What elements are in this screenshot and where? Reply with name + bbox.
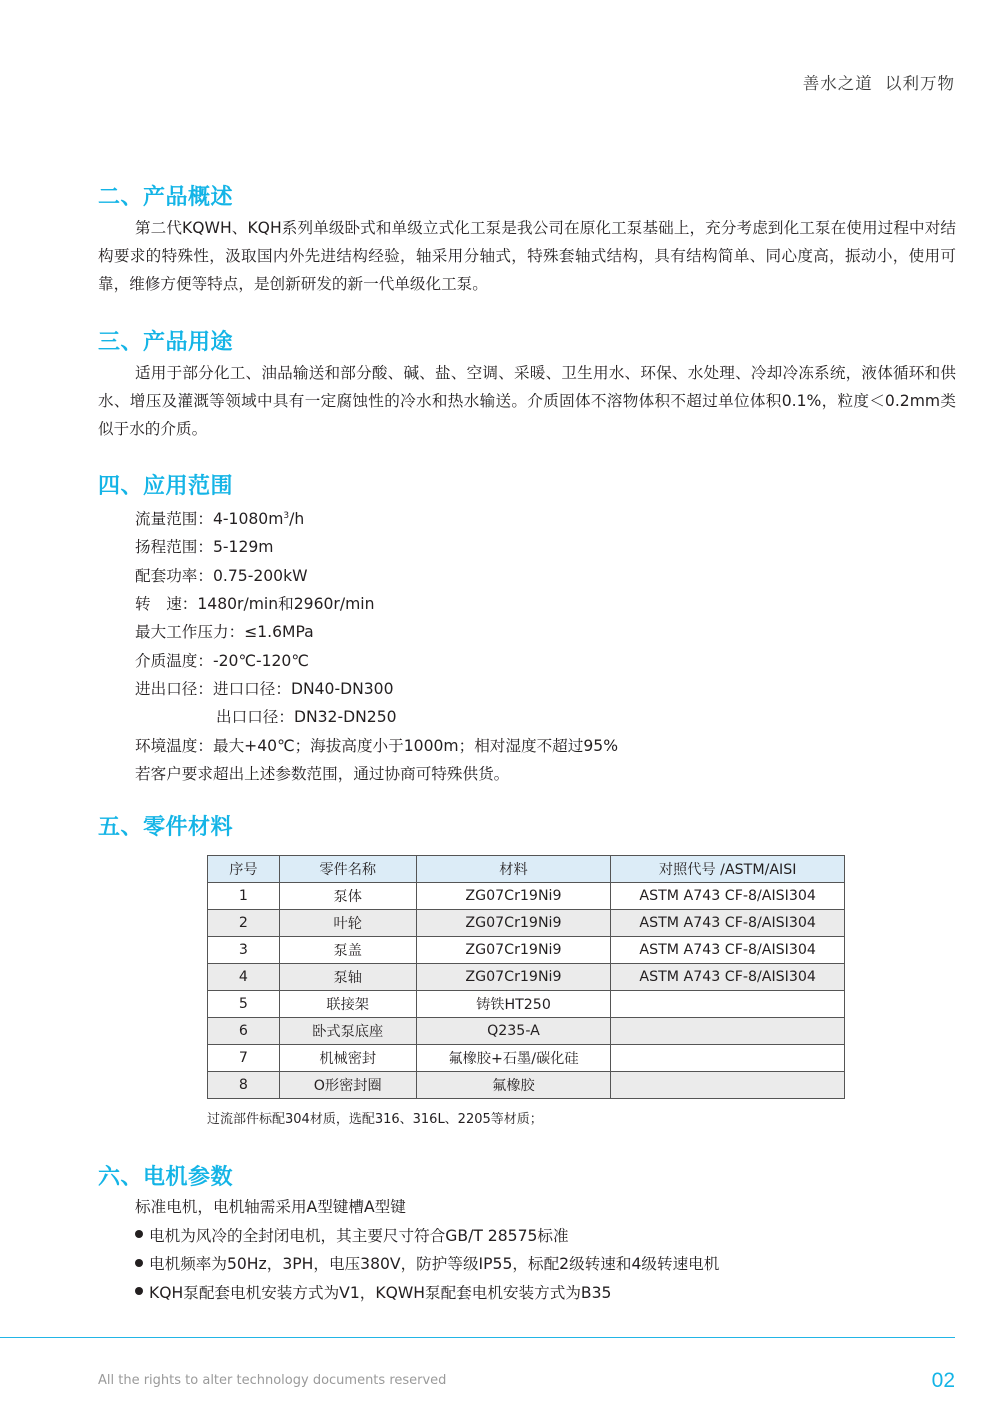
cell-part: 泵盖 — [279, 937, 416, 964]
spec-list — [135, 502, 618, 788]
cell-part: 机械密封 — [279, 1045, 416, 1072]
cell-standard: ASTM A743 CF-8/AISI304 — [611, 964, 845, 991]
header-slogan: 善水之道 以利万物 — [802, 74, 955, 93]
motor-bullet-item — [135, 1250, 719, 1279]
cell-index: 5 — [208, 991, 280, 1018]
cell-index: 2 — [208, 910, 280, 937]
table-row — [208, 964, 845, 991]
motor-bullet-item — [135, 1222, 719, 1251]
table-row — [208, 1072, 845, 1099]
cell-standard — [611, 991, 845, 1018]
cell-standard — [611, 1072, 845, 1099]
spec-custom-note: 若客户要求超出上述参数范围，通过协商可特殊供货。 — [135, 764, 510, 783]
column-header-index: 序号 — [208, 856, 280, 883]
cell-index: 4 — [208, 964, 280, 991]
cell-index: 6 — [208, 1018, 280, 1045]
cell-part: 泵体 — [279, 883, 416, 910]
section-title-usage: 三、产品用途 — [98, 330, 234, 355]
section-title-overview: 二、产品概述 — [98, 185, 234, 210]
cell-part: 联接架 — [279, 991, 416, 1018]
cell-material: 铸铁HT250 — [416, 991, 611, 1018]
cell-index: 8 — [208, 1072, 280, 1099]
spec-flow-unit: /h — [289, 510, 305, 529]
parts-materials-table — [207, 855, 845, 1099]
cell-part: 泵轴 — [279, 964, 416, 991]
cell-standard: ASTM A743 CF-8/AISI304 — [611, 937, 845, 964]
cell-standard — [611, 1018, 845, 1045]
section-title-materials: 五、零件材料 — [98, 815, 234, 840]
cell-material: 氟橡胶 — [416, 1072, 611, 1099]
motor-bullet-item — [135, 1279, 719, 1308]
table-row — [208, 910, 845, 937]
cell-part: 叶轮 — [279, 910, 416, 937]
footer-divider — [0, 1337, 955, 1338]
cell-index: 7 — [208, 1045, 280, 1072]
spec-flow — [135, 502, 618, 533]
cell-material: Q235-A — [416, 1018, 611, 1045]
spec-pressure: 最大工作压力：≤1.6MPa — [135, 623, 314, 642]
cell-part: 卧式泵底座 — [279, 1018, 416, 1045]
table-row — [208, 883, 845, 910]
column-header-standard: 对照代号 /ASTM/AISI — [611, 856, 845, 883]
motor-bullet-text: KQH泵配套电机安装方式为V1，KQWH泵配套电机安装方式为B35 — [149, 1283, 612, 1302]
motor-intro: 标准电机，电机轴需采用A型键槽A型键 — [135, 1198, 406, 1216]
spec-head: 扬程范围：5-129m — [135, 538, 274, 557]
overview-paragraph: 第二代KQWH、KQH系列单级卧式和单级立式化工泵是我公司在原化工泵基础上，充分考虑到化工泵在使用过程中对结构要求的特殊性，汲取国内外先进结构经验，轴采用分轴式，特殊套轴式结构，具有结构简单、同心度高，振动小，使用可靠，维修方便等特点，是创新研发的新一代单级化工泵。 — [98, 219, 956, 293]
spec-outlet: 出口口径：DN32-DN250 — [216, 708, 397, 727]
table-row — [208, 1018, 845, 1045]
section-title-motor: 六、电机参数 — [98, 1165, 234, 1190]
cell-part: O形密封圈 — [279, 1072, 416, 1099]
motor-params — [135, 1193, 719, 1307]
spec-flow-value: 流量范围：4-1080m — [135, 510, 284, 529]
usage-paragraph: 适用于部分化工、油品输送和部分酸、碱、盐、空调、采暖、卫生用水、环保、水处理、冷却冷冻系统，液体循环和供水、增压及灌溉等领域中具有一定腐蚀性的冷水和热水输送。介质固体不溶物体积不超过单位体积0.1%，粒度＜0.2mm类似于水的介质。 — [98, 364, 956, 438]
spec-speed: 转 速：1480r/min和2960r/min — [135, 595, 375, 614]
table-row — [208, 937, 845, 964]
spec-power: 配套功率：0.75-200kW — [135, 566, 308, 585]
bullet-icon — [135, 1259, 143, 1267]
section-title-range: 四、应用范围 — [98, 474, 234, 499]
spec-inlet: 进出口径：进口口径：DN40-DN300 — [135, 679, 394, 698]
cell-standard: ASTM A743 CF-8/AISI304 — [611, 883, 845, 910]
cell-index: 3 — [208, 937, 280, 964]
cell-standard — [611, 1045, 845, 1072]
cell-standard: ASTM A743 CF-8/AISI304 — [611, 910, 845, 937]
spec-environment: 环境温度：最大+40℃；海拔高度小于1000m；相对湿度不超过95% — [135, 736, 619, 755]
column-header-part: 零件名称 — [279, 856, 416, 883]
cell-material: ZG07Cr19Ni9 — [416, 937, 611, 964]
table-row — [208, 1045, 845, 1072]
cell-material: ZG07Cr19Ni9 — [416, 883, 611, 910]
footer-rights-text: All the rights to alter technology documents reserved — [98, 1373, 447, 1388]
table-row — [208, 991, 845, 1018]
motor-bullet-text: 电机频率为50Hz，3PH，电压380V，防护等级IP55，标配2级转速和4级转速电机 — [149, 1255, 720, 1273]
cell-material: ZG07Cr19Ni9 — [416, 910, 611, 937]
page-number: 02 — [931, 1369, 955, 1392]
table-header-row — [208, 856, 845, 883]
bullet-icon — [135, 1287, 143, 1295]
materials-note: 过流部件标配304材质，选配316、316L、2205等材质； — [207, 1112, 543, 1127]
cell-index: 1 — [208, 883, 280, 910]
bullet-icon — [135, 1230, 143, 1238]
motor-bullet-text: 电机为风冷的全封闭电机，其主要尺寸符合GB/T 28575标准 — [149, 1226, 569, 1245]
column-header-material: 材料 — [416, 856, 611, 883]
spec-temperature: 介质温度：-20℃-120℃ — [135, 651, 309, 670]
cell-material: ZG07Cr19Ni9 — [416, 964, 611, 991]
spec-flow-sup: 3 — [283, 511, 290, 521]
cell-material: 氟橡胶+石墨/碳化硅 — [416, 1045, 611, 1072]
